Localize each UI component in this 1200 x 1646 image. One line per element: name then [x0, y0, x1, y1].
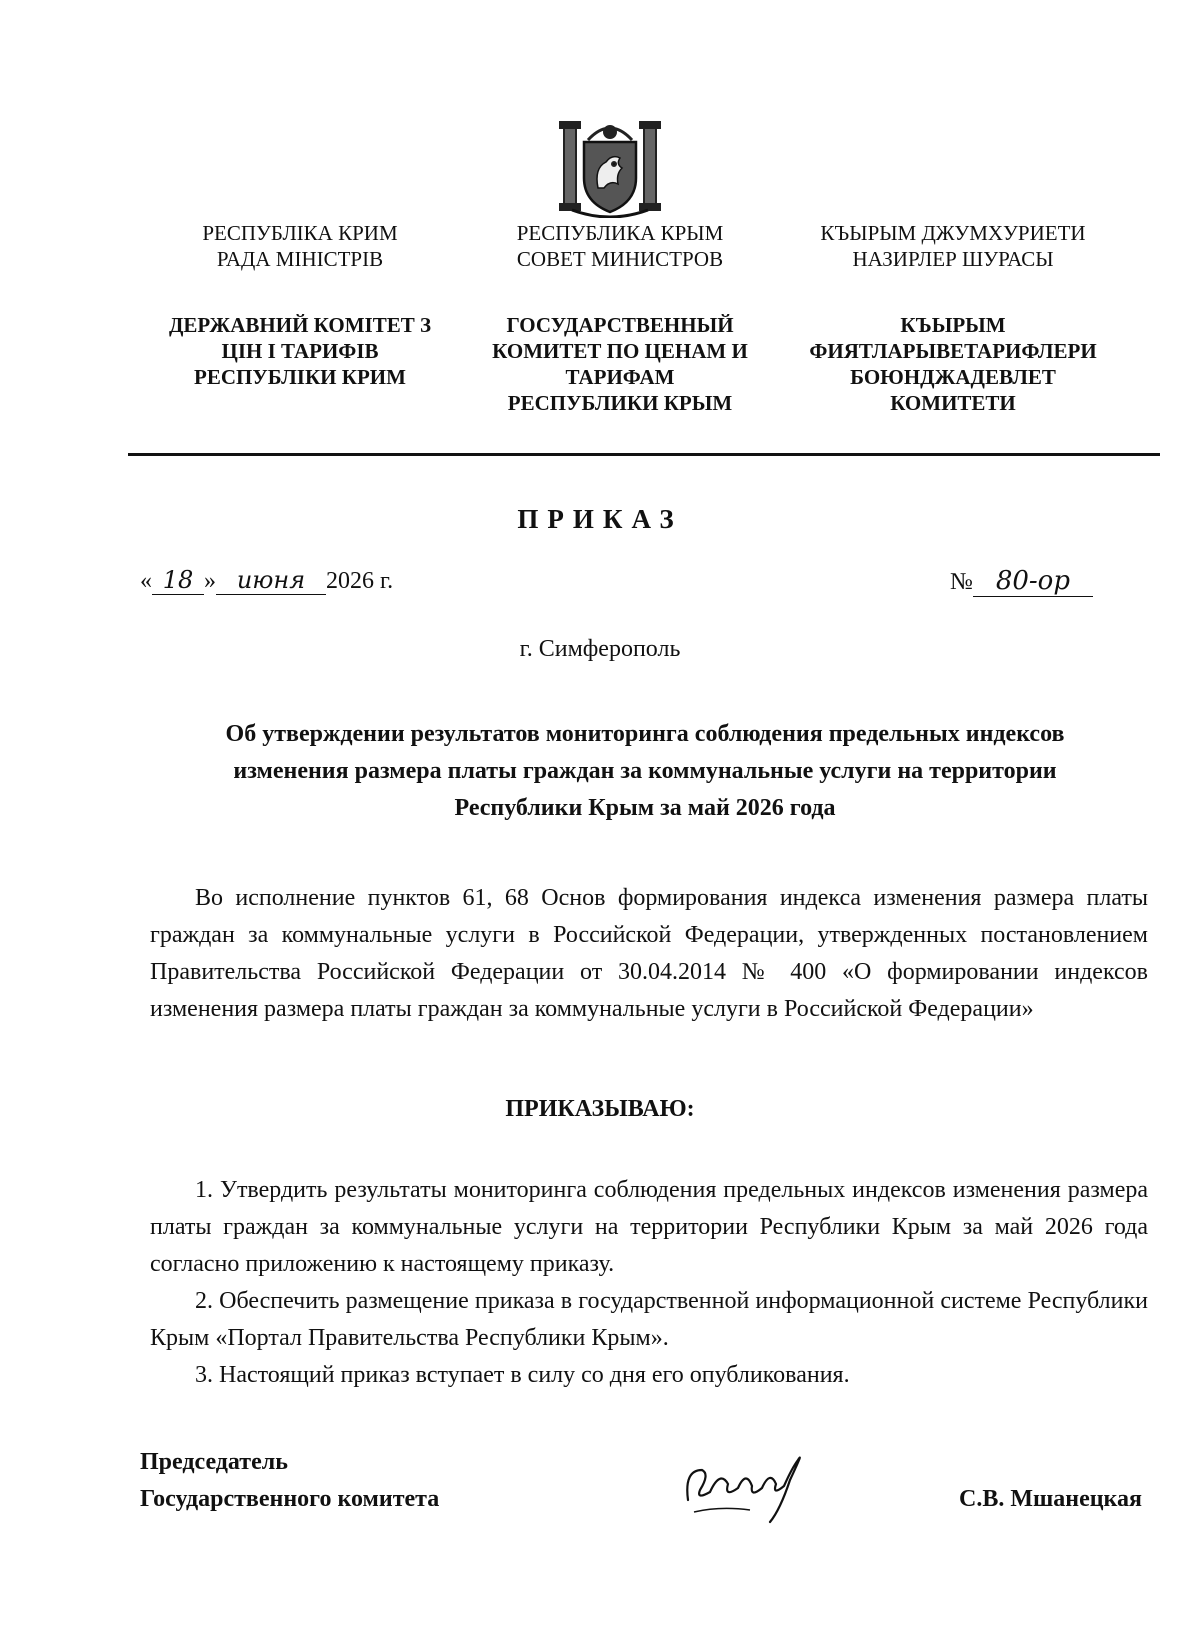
- header-divider: [128, 453, 1160, 456]
- header-republic-ua: РЕСПУБЛІКА КРИМ: [202, 221, 398, 245]
- header-org-crh-line: КЪЫРЫМ: [900, 313, 1006, 337]
- header-council-crh: НАЗИРЛЕР ШУРАСЫ: [852, 247, 1054, 271]
- header-republic-crh: КЪЫРЫМ ДЖУМХУРИЕТИ: [820, 221, 1086, 245]
- order-city: г. Симферополь: [519, 636, 681, 662]
- signer-title-line-1: Председатель: [140, 1449, 288, 1475]
- header-col-crh: [778, 220, 1128, 272]
- header-org-ua-line: РЕСПУБЛІКИ КРИМ: [194, 365, 406, 389]
- coat-of-arms-emblem: [558, 118, 662, 218]
- header-org-ru-line: РЕСПУБЛИКИ КРЫМ: [507, 391, 733, 415]
- order-subject: Об утверждении результатов мониторинга соблюдения предельных индексов изменения размера платы граждан за коммунальные услуги на территории Республики Крым за май 2026 года: [225, 721, 1065, 821]
- date-year: 2026 г.: [326, 568, 394, 594]
- order-word: ПРИКАЗЫВАЮ:: [505, 1096, 695, 1122]
- header-org-ua-line: ЦІН І ТАРИФІВ: [221, 339, 379, 363]
- header-org-ru-line: КОМИТЕТ ПО ЦЕНАМ И: [492, 339, 748, 363]
- header-republic-ru: РЕСПУБЛИКА КРЫМ: [516, 221, 724, 245]
- date-close-quote: »: [204, 568, 216, 594]
- number-value: 80-ор: [973, 566, 1093, 597]
- header-col-ru: [470, 220, 770, 272]
- signer-title-line-2: Государственного комитета: [140, 1486, 440, 1512]
- header-council-ru: СОВЕТ МИНИСТРОВ: [516, 247, 724, 271]
- signer-title: [140, 1444, 439, 1518]
- date-month: июня: [216, 566, 326, 595]
- number-label: №: [950, 569, 973, 595]
- header-org-crh: [778, 312, 1128, 416]
- order-item-3: 3. Настоящий приказ вступает в силу со дня его опубликования.: [195, 1362, 850, 1388]
- header-org-ru-line: ГОСУДАРСТВЕННЫЙ: [506, 313, 734, 337]
- handwritten-signature: [680, 1440, 820, 1530]
- order-date: [140, 566, 393, 595]
- header-org-crh-line: КОМИТЕТИ: [890, 391, 1016, 415]
- header-org-ua-line: ДЕРЖАВНИЙ КОМІТЕТ З: [168, 313, 432, 337]
- order-item-2: 2. Обеспечить размещение приказа в государственной информационной системе Республики Крым «Портал Правительства Республики Крым».: [150, 1288, 1148, 1351]
- header-org-ru-line: ТАРИФАМ: [565, 365, 675, 389]
- header-org-ua: [150, 312, 450, 390]
- order-number: [950, 566, 1093, 597]
- header-org-ru: [470, 312, 770, 416]
- preamble-paragraph: Во исполнение пунктов 61, 68 Основ формирования индекса изменения размера платы граждан за коммунальные услуги в Российской Федерации, утвержденных постановлением Правительства Российской Федерации от 30.04.2014 № 400 «О формировании индексов изменения размера платы граждан за коммунальные услуги в Российской Федерации»: [150, 885, 1148, 1022]
- header-org-crh-line: ФИЯТЛАРЫВЕТАРИФЛЕРИ: [809, 339, 1097, 363]
- order-item-1: 1. Утвердить результаты мониторинга соблюдения предельных индексов изменения размера платы граждан за коммунальные услуги на территории Республики Крым за май 2026 года согласно приложению к настоящему приказу.: [150, 1177, 1148, 1277]
- date-open-quote: «: [140, 568, 152, 594]
- header-org-crh-line: БОЮНДЖАДЕВЛЕТ: [850, 365, 1056, 389]
- document-title: ПРИКАЗ: [517, 504, 683, 534]
- date-day: 18: [152, 566, 204, 595]
- header-council-ua: РАДА МІНІСТРІВ: [216, 247, 384, 271]
- signer-name: С.В. Мшанецкая: [958, 1486, 1142, 1512]
- header-col-ua: [150, 220, 450, 272]
